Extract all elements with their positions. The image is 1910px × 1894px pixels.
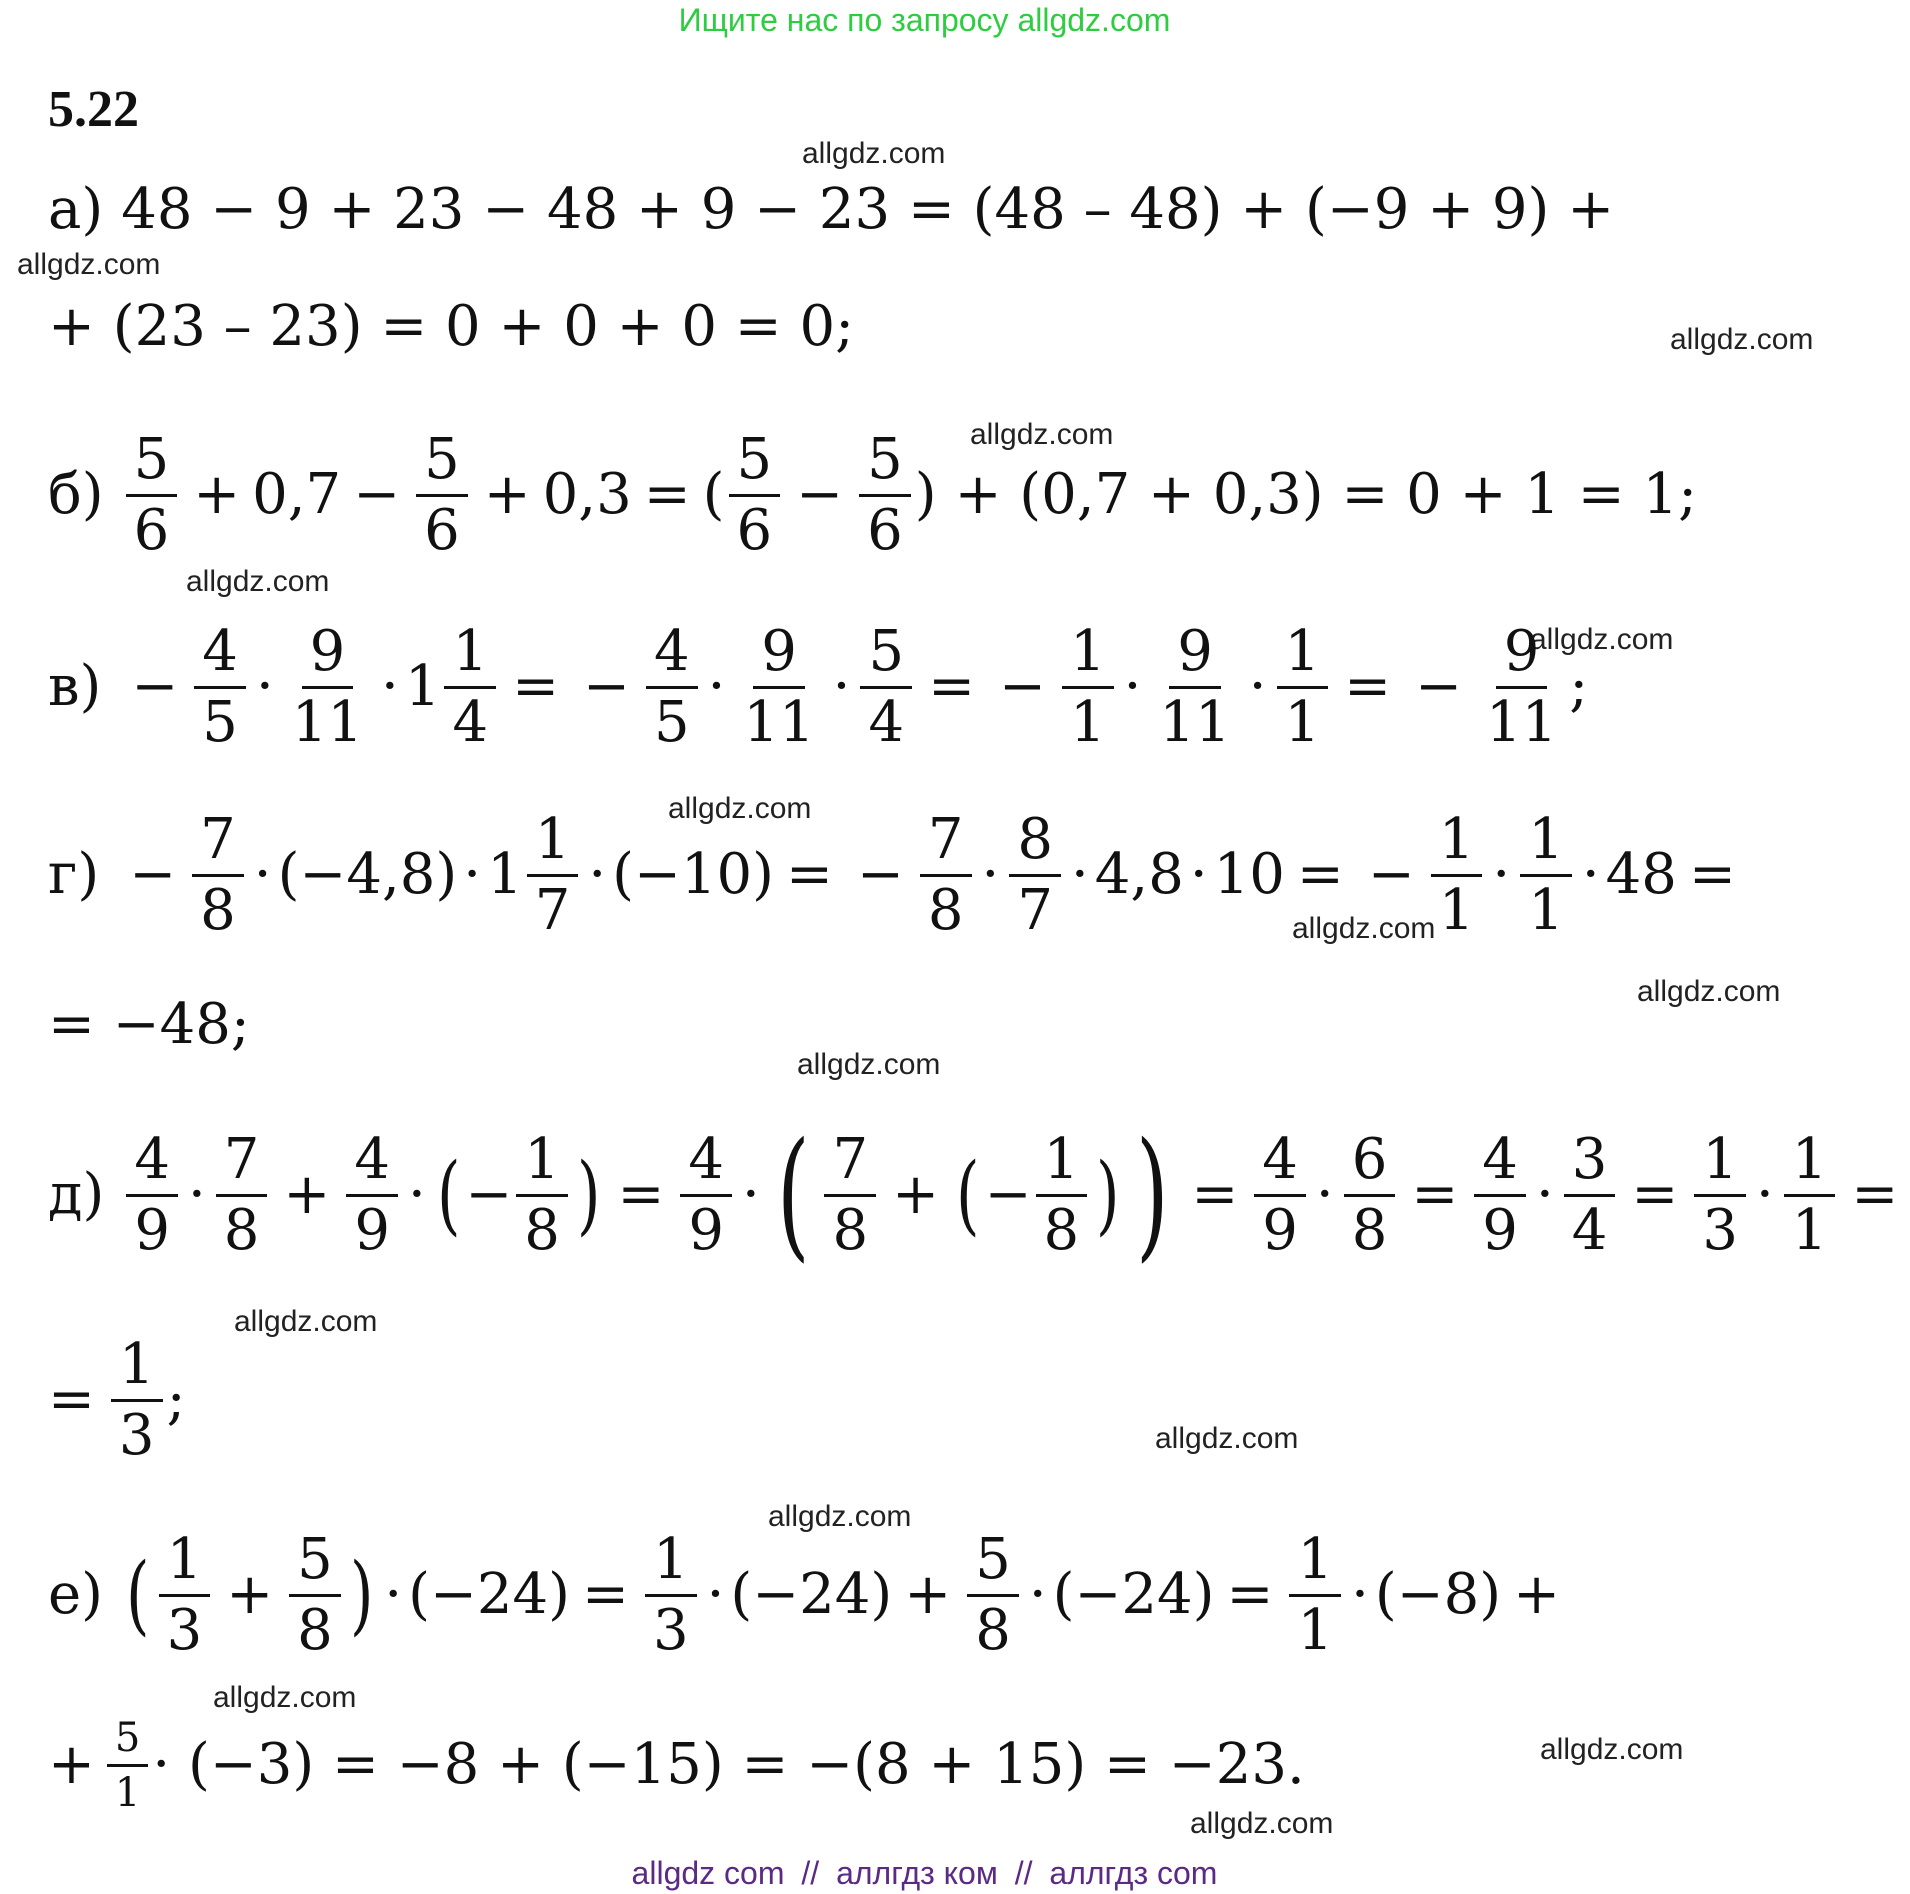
fraction: $\frac{1}{3}$: [645, 1532, 697, 1659]
watermark: allgdz.com: [1637, 975, 1781, 1008]
solution-a-line1: [48, 145, 1614, 275]
fraction: $\frac{9}{11}$: [1159, 618, 1231, 755]
solution-g-line1: г) − $\frac{7}{8}$ · (−4,8) · 1 $\frac{1}{7}$ · (−10) = − $\frac{7}{8}$ · $\frac{8}{7}$ · 4,8 · 10 = − $\frac{1}{1}$ · $\frac{1}{1}$ · 48 =: [48, 806, 1736, 943]
watermark: allgdz.com: [768, 1500, 912, 1533]
fraction: $\frac{1}{8}$: [1036, 1132, 1088, 1259]
fraction: $\frac{5}{6}$: [859, 432, 911, 559]
fraction: $\frac{1}{3}$: [1694, 1132, 1746, 1259]
solution-b: б) $\frac{5}{6}$ + 0,7 − $\frac{5}{6}$ + 0,3 = ( $\frac{5}{6}$ − $\frac{5}{6}$ ) + (0,7 + 0,3) = 0 + 1 = 1;: [48, 426, 1697, 563]
fraction: $\frac{9}{11}$: [291, 618, 364, 755]
solution-d-line2: = $\frac{1}{3}$ ;: [48, 1331, 186, 1468]
fraction: $\frac{3}{4}$: [1564, 1132, 1616, 1259]
solution-d-line1: д) $\frac{4}{9}$ · $\frac{7}{8}$ + $\frac{4}{9}$ · ( − $\frac{1}{8}$ ) = $\frac{4}{9}$ · ( $\frac{7}{8}$ + ( − $\frac{1}{8}$ ) ) = $\frac{4}{9}$ · $\frac{6}{8}$ = $\frac{4}{9}$ · $\frac{3}{4}$ = $\frac{1}{3}$ · $\frac{1}{1}$ =: [48, 1113, 1899, 1276]
expression-a2: + (23 – 23) = 0 + 0 + 0 = 0;: [48, 294, 855, 359]
watermark: allgdz.com: [186, 565, 330, 598]
fraction: $\frac{4}{9}$: [1254, 1132, 1306, 1259]
solution-a-line2: [48, 262, 854, 392]
watermark: allgdz.com: [213, 1681, 357, 1714]
watermark: allgdz.com: [17, 248, 161, 281]
watermark: allgdz.com: [1670, 323, 1814, 356]
item-label-g: г): [48, 842, 100, 907]
fraction: $\frac{1}{8}$: [516, 1132, 568, 1259]
fraction: $\frac{6}{8}$: [1344, 1132, 1396, 1259]
solution-v: в) − $\frac{4}{5}$ · $\frac{9}{11}$ · 1 $\frac{1}{4}$ = − $\frac{4}{5}$ · $\frac{9}{11}$ · $\frac{5}{4}$ = − $\frac{1}{1}$ · $\frac{9}{11}$ · $\frac{1}{1}$ = − $\frac{9}{11}$ ;: [48, 618, 1589, 755]
fraction: $\frac{5}{8}$: [289, 1532, 341, 1659]
fraction: $\frac{1}{1}$: [1431, 812, 1483, 939]
fraction: $\frac{1}{1}$: [1289, 1532, 1341, 1659]
fraction: $\frac{5}{6}$: [729, 432, 781, 559]
fraction: $\frac{5}{8}$: [967, 1532, 1019, 1659]
fraction: $\frac{8}{7}$: [1009, 812, 1061, 939]
fraction: $\frac{1}{1}$: [1520, 812, 1572, 939]
fraction: $\frac{1}{4}$: [444, 624, 496, 751]
watermark: allgdz.com: [1190, 1807, 1334, 1840]
fraction: $\frac{5}{1}$: [107, 1718, 148, 1813]
expression-e-tail: · (−3) = −8 + (−15) = −(8 + 15) = −23.: [152, 1732, 1305, 1797]
watermark: allgdz.com: [234, 1305, 378, 1338]
fraction: $\frac{5}{4}$: [860, 624, 912, 751]
fraction: $\frac{9}{11}$: [1485, 618, 1558, 755]
fraction: $\frac{4}{9}$: [680, 1132, 732, 1259]
fraction: $\frac{1}{7}$: [527, 812, 579, 939]
fraction: $\frac{1}{3}$: [111, 1337, 163, 1464]
footer-separator: //: [801, 1855, 820, 1891]
watermark: allgdz.com: [1292, 912, 1436, 945]
item-label-a: а): [48, 177, 104, 242]
site-banner[interactable]: Ищите нас по запросу allgdz.com: [678, 2, 1171, 38]
fraction: $\frac{4}{9}$: [1474, 1132, 1526, 1259]
watermark: allgdz.com: [797, 1048, 941, 1081]
item-label-d: д): [48, 1162, 105, 1227]
fraction: $\frac{9}{11}$: [743, 618, 815, 755]
fraction: $\frac{7}{8}$: [920, 812, 972, 939]
fraction: $\frac{5}{6}$: [416, 432, 468, 559]
fraction: $\frac{5}{6}$: [126, 432, 178, 559]
solution-e-line1: е) ( $\frac{1}{3}$ + $\frac{5}{8}$ ) · (−24) = $\frac{1}{3}$ · (−24) + $\frac{5}{8}$ · (−24) = $\frac{1}{1}$ · (−8) +: [48, 1526, 1561, 1663]
fraction: $\frac{4}{9}$: [346, 1132, 398, 1259]
fraction: $\frac{1}{1}$: [1062, 624, 1114, 751]
fraction: $\frac{4}{5}$: [646, 624, 698, 751]
footer-separator: //: [1014, 1855, 1033, 1891]
footer-link-3[interactable]: аллгдз com: [1049, 1855, 1218, 1891]
watermark: allgdz.com: [1540, 1733, 1684, 1766]
task-number: 5.22: [48, 81, 139, 138]
watermark: allgdz.com: [970, 418, 1114, 451]
fraction: $\frac{1}{3}$: [159, 1532, 211, 1659]
fraction: $\frac{7}{8}$: [824, 1132, 876, 1259]
expression-g-end: = −48;: [48, 992, 250, 1057]
expression-a1: 48 − 9 + 23 − 48 + 9 − 23 = (48 – 48) + (−9 + 9) +: [121, 177, 1615, 242]
watermark: allgdz.com: [668, 792, 812, 825]
item-label-v: в): [48, 654, 102, 719]
solution-e-line2: + $\frac{5}{1}$ · (−3) = −8 + (−15) = −(8 + 15) = −23.: [48, 1714, 1305, 1816]
fraction: $\frac{7}{8}$: [216, 1132, 268, 1259]
watermark: allgdz.com: [1155, 1422, 1299, 1455]
fraction: $\frac{1}{1}$: [1784, 1132, 1836, 1259]
site-footer: [0, 1855, 1849, 1892]
item-label-b: б): [48, 462, 104, 527]
watermark: allgdz.com: [802, 137, 946, 170]
footer-link-2[interactable]: аллгдз ком: [836, 1855, 998, 1891]
watermark: allgdz.com: [1530, 623, 1674, 656]
solution-g-line2: [48, 960, 250, 1090]
fraction: $\frac{4}{9}$: [126, 1132, 178, 1259]
footer-link-1[interactable]: allgdz com: [631, 1855, 785, 1891]
item-label-e: е): [48, 1562, 103, 1627]
fraction: $\frac{7}{8}$: [192, 812, 244, 939]
fraction: $\frac{1}{1}$: [1277, 624, 1329, 751]
fraction: $\frac{4}{5}$: [194, 624, 246, 751]
